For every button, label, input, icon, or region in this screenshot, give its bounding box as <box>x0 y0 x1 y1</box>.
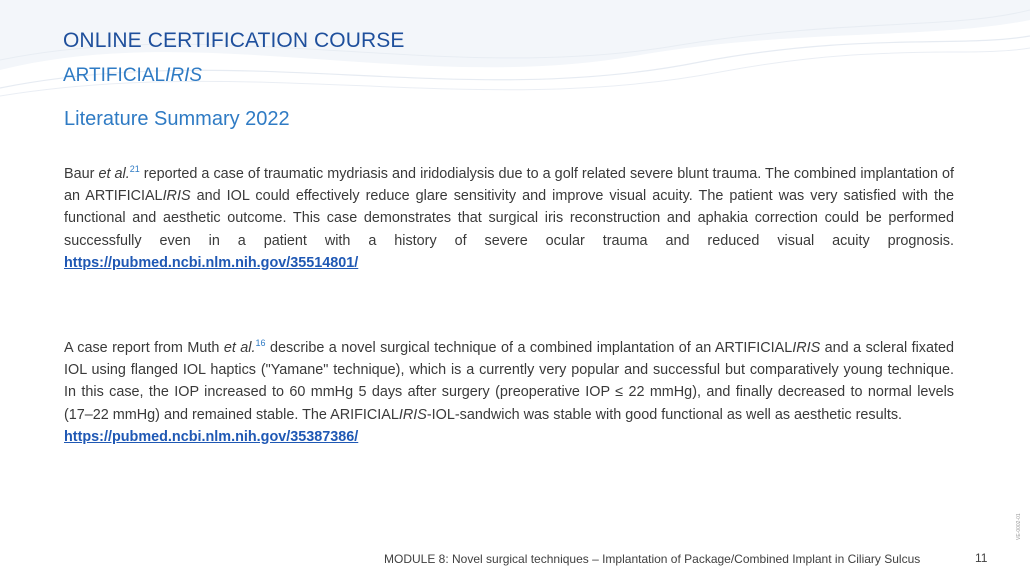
product-title <box>63 65 202 87</box>
section-title: Literature Summary 2022 <box>64 108 290 130</box>
paragraph-baur <box>64 163 954 274</box>
pubmed-link-35387386[interactable]: https://pubmed.ncbi.nlm.nih.gov/35387386/ <box>64 428 359 445</box>
page-number: 11 <box>975 551 988 565</box>
header-wave-decoration <box>0 0 1030 120</box>
p2-iris: IRIS <box>792 340 821 356</box>
product-title-prefix: ARTIFICIAL <box>63 65 166 86</box>
p1-reference: 21 <box>129 164 140 175</box>
course-title: ONLINE CERTIFICATION COURSE <box>63 29 405 52</box>
pubmed-link-35514801[interactable]: https://pubmed.ncbi.nlm.nih.gov/35514801/ <box>64 254 359 271</box>
p2-et-al: et al. <box>223 340 256 356</box>
p2-text-3: -IOL-sandwich was stable with good functional as well as aesthetic results. <box>426 406 903 423</box>
document-code: VE-0002-01 <box>1016 513 1022 540</box>
paragraph-muth <box>64 337 954 448</box>
p1-iris: IRIS <box>162 188 191 205</box>
p1-text: reported a case of traumatic mydriasis and iridodialysis due to a golf related severe blunt trauma. The combined implantation of an ARTIFICIAL <box>64 166 955 205</box>
p2-intro: A case report from Muth <box>64 340 224 356</box>
p1-et-al: et al. <box>98 166 130 182</box>
p2-text: describe a novel surgical technique of a combined implantation of an ARTIFICIAL <box>265 340 793 356</box>
footer-module-text: MODULE 8: Novel surgical techniques – Implantation of Package/Combined Implant in Ciliary Sulcus <box>384 552 921 566</box>
p1-author: Baur <box>64 166 99 182</box>
p2-text-2: and a scleral fixated IOL using flanged IOL haptics ("Yamane" technique), which is a currently very popular and successful but comparatively young technique. In this case, the IOP increased to 60 mmHg 5 days after surgery (preoperative IOP ≤ 22 mmHg), and finally decreased to normal levels (17–22 mmHg) and remained stable. The ARIFICIAL <box>64 340 954 423</box>
product-title-suffix: IRIS <box>165 65 203 86</box>
p2-reference: 16 <box>255 338 266 349</box>
p1-text-2: and IOL could effectively reduce glare sensitivity and improve visual acuity. The patient was very satisfied with the functional and aesthetic outcome. This case demonstrates that surgical iris reconstruction and aphakia correction could be performed successfully even in a patient with a history of severe ocular trauma and reduced visual acuity prognosis. <box>64 188 954 249</box>
p2-iris-2: IRIS <box>398 406 427 423</box>
